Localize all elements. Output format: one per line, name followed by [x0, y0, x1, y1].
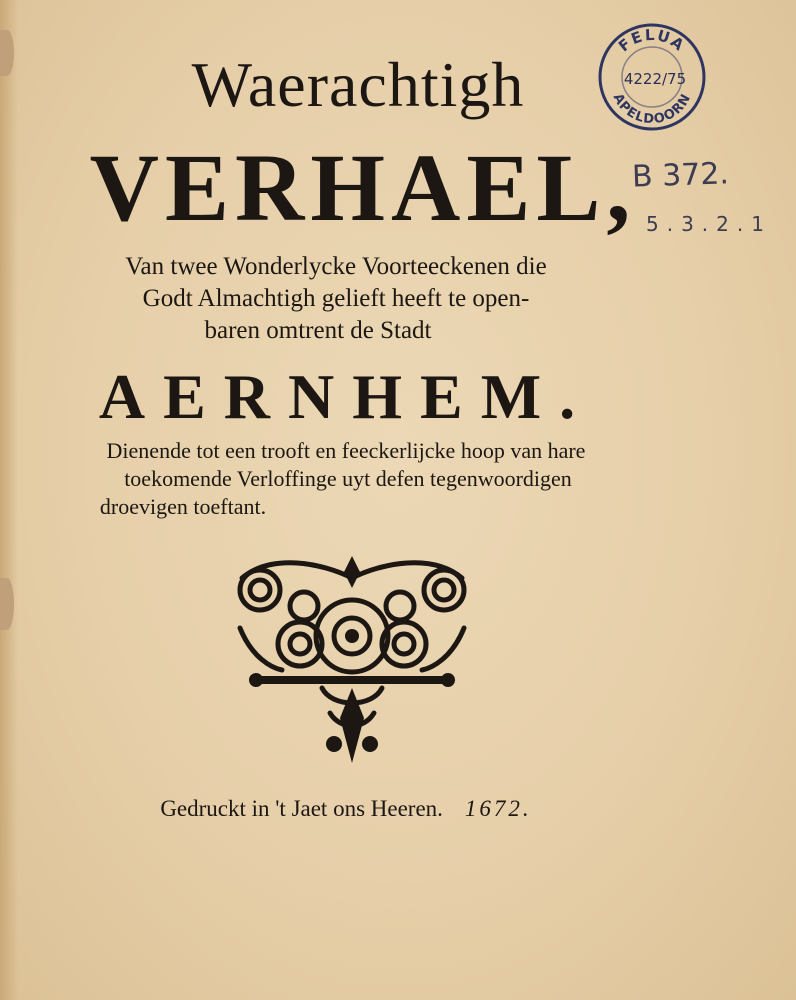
svg-text:APELDOORN [610, 91, 695, 127]
library-stamp [597, 22, 707, 132]
city-name: AERNHEM. [98, 361, 594, 432]
body-line-1: Dienende tot een trooft en feeckerlijcke hoop van hare [106, 438, 586, 463]
subtitle-line-3: baren omtrent de Stadt [204, 317, 432, 344]
imprint-text: Gedruckt in 't Jaet ons Heeren. [160, 796, 443, 821]
body-line-2: toekomende Verloffinge uyt defen tegenwoordigen [124, 466, 572, 491]
stamp-bottom-text: APELDOORN [609, 91, 695, 128]
printers-ornament [222, 548, 482, 768]
stamp-top-text: FELUA [615, 25, 689, 56]
shelfmark-line-2: 5.3.2.1 [646, 212, 772, 236]
title-line-1: Waerachtigh [191, 49, 525, 120]
imprint-year: 1672. [464, 796, 532, 821]
subtitle-line-2: Godt Almachtigh gelieft heeft te open- [142, 285, 530, 312]
shelfmark-line-1: B 372. [631, 156, 730, 195]
title-line-2: VERHAEL, [89, 134, 637, 241]
body-line-3: droevigen toeftant. [99, 494, 267, 519]
subtitle-line-1: Van twee Wonderlycke Voorteeckenen die [125, 253, 547, 280]
imprint-line [0, 796, 744, 822]
page-tear [0, 578, 14, 630]
stamp-number: 4222/75 [623, 70, 687, 88]
